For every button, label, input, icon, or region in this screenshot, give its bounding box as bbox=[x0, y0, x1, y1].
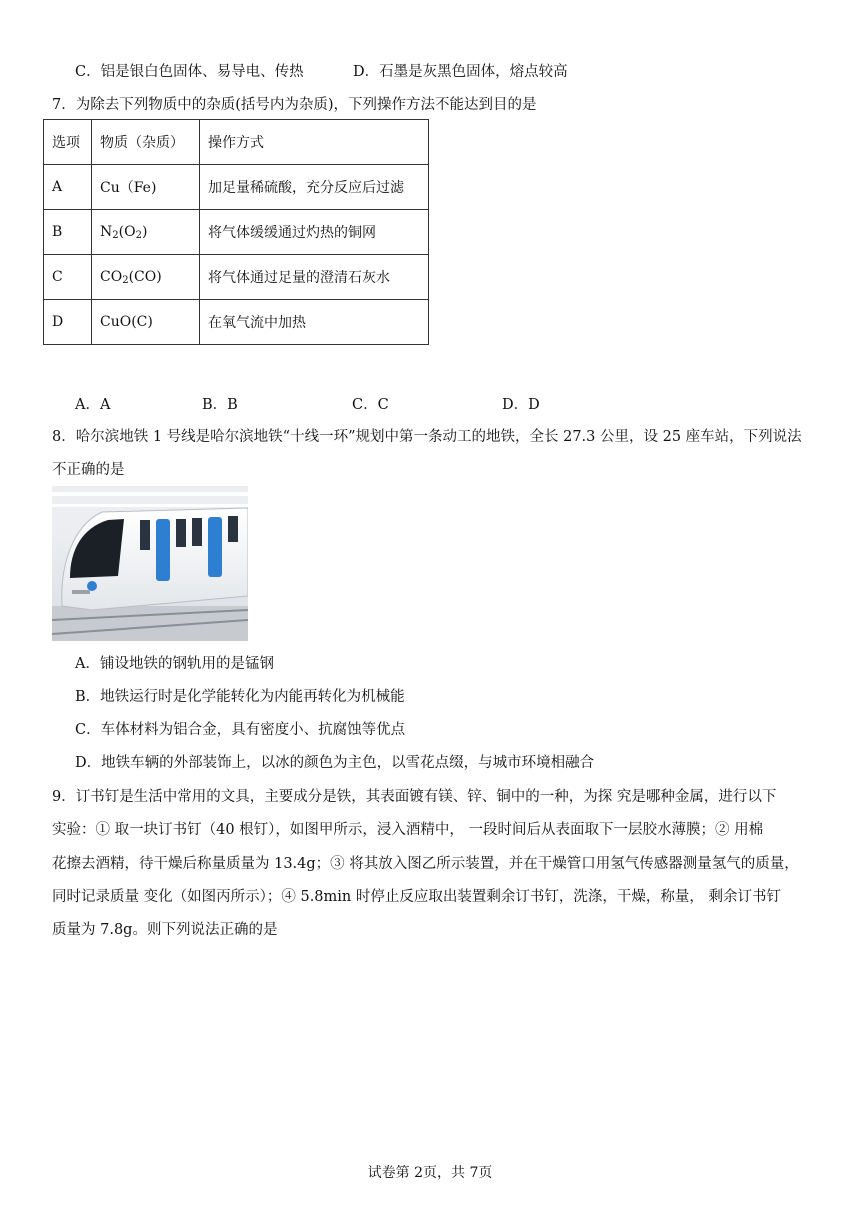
q9-line5: 质量为 7.8g。则下列说法正确的是 bbox=[52, 922, 278, 938]
q8-stem-line1: 8．哈尔滨地铁 1 号线是哈尔滨地铁“十线一环”规划中第一条动工的地铁，全长 27.3 公里，设 25 座车站，下列说法 bbox=[52, 429, 802, 445]
q8-option-b: B．地铁运行时是化学能转化为内能再转化为机械能 bbox=[75, 689, 405, 705]
q7-answer-c: C．C bbox=[352, 397, 389, 413]
q6-option-c: C．铝是银白色固体、易导电、传热 bbox=[75, 64, 304, 80]
table-cell-substance bbox=[92, 210, 200, 255]
q8-option-c: C．车体材料为铝合金，具有密度小、抗腐蚀等优点 bbox=[75, 722, 406, 738]
table-header-cell: 操作方式 bbox=[200, 120, 429, 165]
substance-text: N bbox=[100, 223, 113, 240]
q9-line3: 花擦去酒精，待干燥后称量质量为 13.4g；③ 将其放入图乙所示装置，并在干燥管口用氢气传感器测量氢气的质量， bbox=[52, 856, 799, 872]
substance-text: (O bbox=[118, 223, 136, 240]
table-cell-option: C bbox=[44, 255, 92, 300]
page-footer: 试卷第 2页，共 7页 bbox=[367, 1165, 493, 1181]
q9-line2: 实验：① 取一块订书钉（40 根钉），如图甲所示，浸入酒精中， 一段时间后从表面取下一层胶水薄膜；② 用棉 bbox=[52, 822, 764, 838]
table-row bbox=[44, 210, 429, 255]
table-cell-substance bbox=[92, 300, 200, 345]
substance-text: (CO) bbox=[128, 268, 162, 285]
table-cell-method: 将气体缓缓通过灼热的铜网 bbox=[200, 210, 429, 255]
table-cell-substance bbox=[92, 255, 200, 300]
table-cell-option: A bbox=[44, 165, 92, 210]
table-cell-substance bbox=[92, 165, 200, 210]
table-cell-method: 将气体通过足量的澄清石灰水 bbox=[200, 255, 429, 300]
table-cell-method: 加足量稀硫酸，充分反应后过滤 bbox=[200, 165, 429, 210]
subscript: 2 bbox=[122, 274, 129, 286]
subway-train-image bbox=[52, 486, 248, 641]
table-cell-option: D bbox=[44, 300, 92, 345]
table-row bbox=[44, 255, 429, 300]
table-cell-option: B bbox=[44, 210, 92, 255]
q7-stem: 7．为除去下列物质中的杂质(括号内为杂质)，下列操作方法不能达到目的是 bbox=[52, 97, 537, 113]
substance-text: CO bbox=[100, 268, 123, 285]
table-header-cell: 选项 bbox=[44, 120, 92, 165]
subscript: 2 bbox=[112, 229, 119, 241]
subscript: 2 bbox=[135, 229, 142, 241]
q7-table bbox=[43, 119, 429, 345]
q9-line4: 同时记录质量 变化（如图丙所示）；④ 5.8min 时停止反应取出装置剩余订书钉，洗涤，干燥，称量， 剩余订书钉 bbox=[52, 889, 781, 905]
table-row bbox=[44, 165, 429, 210]
substance-text: ) bbox=[141, 223, 148, 240]
q6-option-d: D．石墨是灰黑色固体，熔点较高 bbox=[353, 64, 568, 80]
table-row bbox=[44, 300, 429, 345]
q7-answer-b: B．B bbox=[202, 397, 238, 413]
q7-answer-a: A．A bbox=[75, 397, 111, 413]
q8-stem-line2: 不正确的是 bbox=[52, 462, 125, 478]
table-cell-method: 在氧气流中加热 bbox=[200, 300, 429, 345]
q8-option-a: A．铺设地铁的钢轨用的是锰钢 bbox=[75, 656, 274, 672]
substance-text: Cu（Fe) bbox=[100, 180, 157, 196]
q7-answer-d: D．D bbox=[502, 397, 540, 413]
substance-text: CuO(C) bbox=[100, 314, 153, 330]
table-header-row bbox=[44, 120, 429, 165]
q8-option-d: D．地铁车辆的外部装饰上，以冰的颜色为主色，以雪花点缀，与城市环境相融合 bbox=[75, 755, 595, 771]
table-header-cell: 物质（杂质） bbox=[92, 120, 200, 165]
subway-train-illustration bbox=[52, 486, 248, 641]
q9-line1: 9．订书钉是生活中常用的文具，主要成分是铁，其表面镀有镁、锌、铜中的一种，为探 究是哪种金属，进行以下 bbox=[52, 789, 777, 805]
